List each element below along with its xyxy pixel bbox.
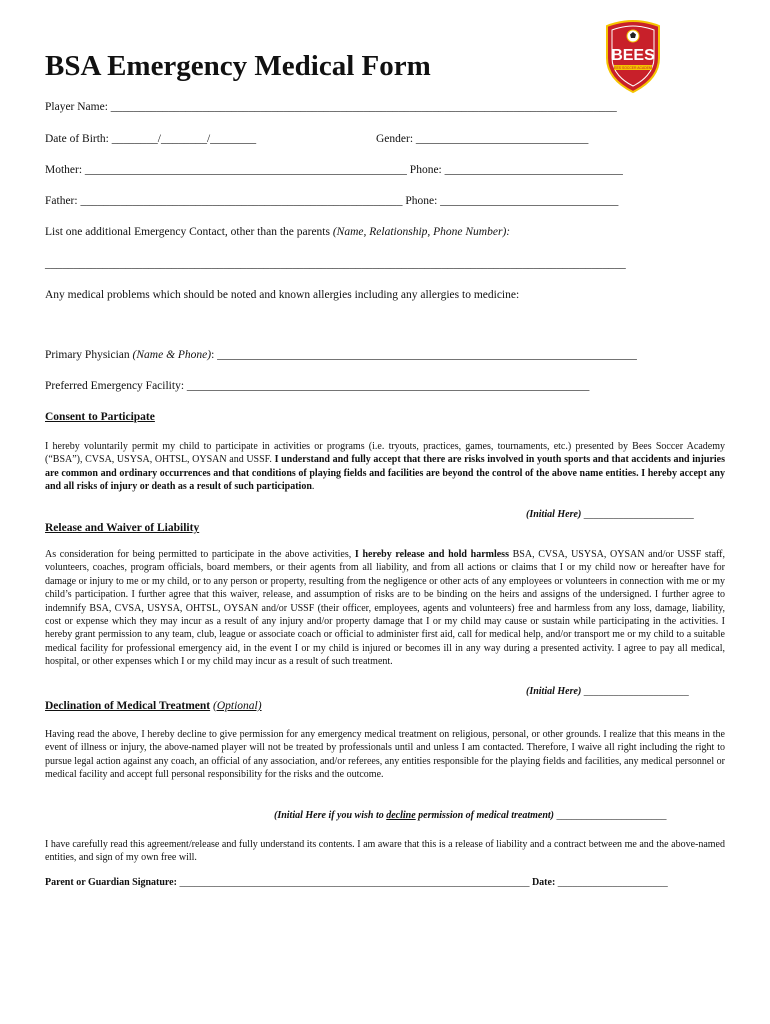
dob-field[interactable]: Date of Birth: ________/________/________ [45, 133, 257, 145]
declination-heading: Declination of Medical Treatment (Optional) [45, 700, 262, 712]
facility-field[interactable]: Preferred Emergency Facility: ______________________________________________________________________ [45, 380, 590, 392]
signature-line: ______________________________________________________________________ [179, 877, 530, 888]
bees-logo [603, 18, 663, 94]
consent-text: I hereby voluntarily permit my child to participate in activities or programs (i.e. tryouts, practices, games, tournaments, etc.) presented by Bees Soccer Academy (“BSA”), CVSA, USYSA, OHTSL, OYSAN and USSF. I understand and fully accept that there are risks involved in youth sports and that accidents and injuries are common and ordinary occurrences and that conditions of playing fields and facilities are beyond the control of the above name entities. I hereby accept any and all risks of injury or death as a result of such participation. [45, 441, 726, 493]
logo-subtext: BEES SOCCER ACADEMY [611, 66, 655, 70]
mother-field[interactable]: Mother: ________________________________________________________ Phone: _______________________________ [45, 164, 623, 176]
date-label: Date: [529, 877, 558, 888]
gender-field[interactable]: Gender: ______________________________ [376, 133, 589, 145]
physician-field[interactable]: Primary Physician (Name & Phone): _________________________________________________________________________ [45, 349, 637, 361]
consent-heading: Consent to Participate [45, 411, 155, 423]
consent-initial[interactable]: (Initial Here) ______________________ [526, 509, 694, 520]
agreement-text: I have carefully read this agreement/release and fully understand its contents. I am aware that this is a release of liability and a contract between me and the above-named entities, and sign of my own free will. [45, 839, 725, 864]
emergency-contact-line[interactable]: _____________________________________________________________________________________________________ [45, 258, 626, 270]
emergency-contact-label: List one additional Emergency Contact, other than the parents (Name, Relationship, Phone Number): [45, 226, 511, 238]
date-line: ______________________ [557, 877, 668, 888]
declination-initial[interactable]: (Initial Here if you wish to decline permission of medical treatment) ______________________ [274, 810, 667, 821]
player-name-field[interactable]: Player Name: ________________________________________________________________________________________ [45, 101, 617, 113]
signature-row[interactable] [45, 877, 668, 888]
medical-problems-label: Any medical problems which should be noted and known allergies including any allergies to medicine: [45, 289, 520, 301]
signature-label: Parent or Guardian Signature: [45, 877, 180, 888]
release-initial[interactable]: (Initial Here) _____________________ [526, 686, 689, 697]
logo-text: BEES [611, 47, 655, 64]
father-field[interactable]: Father: ________________________________________________________ Phone: _______________________________ [45, 195, 619, 207]
page-title: BSA Emergency Medical Form [45, 50, 431, 82]
release-heading: Release and Waiver of Liability [45, 522, 200, 534]
declination-text: Having read the above, I hereby decline to give permission for any emergency medical treatment on religious, personal, or other grounds. I realize that this means in the event of illness or injury, the above-named player will not be treated by professionals until and unless I am contacted. Therefore, I waive all right including the right to pursue legal action against any coach, an official of any association, and/or referees, any entities responsible for the playing fields and facilities, any medical personnel or medical facility and accept full personal responsibility for the risks and the outcome. [45, 729, 725, 781]
release-text: As consideration for being permitted to participate in the above activities, I hereby release and hold harmless BSA, CVSA, USYSA, OYSAN and/or USSF staff, volunteers, coaches, program officials, board members, or their agents from all liability, and from all actions or claims that I or my child now or hereafter have for damage or injury to me or my child, or to any person or property, resulting from the negligence or other acts of any employees or volunteers in connection with me or my child’s participation. I further agree that this waiver, release, and assumption of risks are to be binding on the heirs and assigns of the undersigned. I further agree to indemnify BSA, CVSA, USYSA, OHTSL, OYSAN and/or USSF (their officer, employees, agents and volunteers) free and harmless from any loss, damage, liability, cost or expense which they may incur as a result of any injury and/or property damage that I or my child may cause or sustain while participating in the activities. I hereby grant permission to any team, club, league or associate coach or official to administer first aid, call for medical help, and/or transport me or my child to a suitable medical facility for professional emergency aid, in the event I or my child is injured or becomes ill in any way during a presented activity. I agree to pay all medical, hospital, or other expenses which I or my child may incur as a result of such treatment. [45, 549, 726, 668]
